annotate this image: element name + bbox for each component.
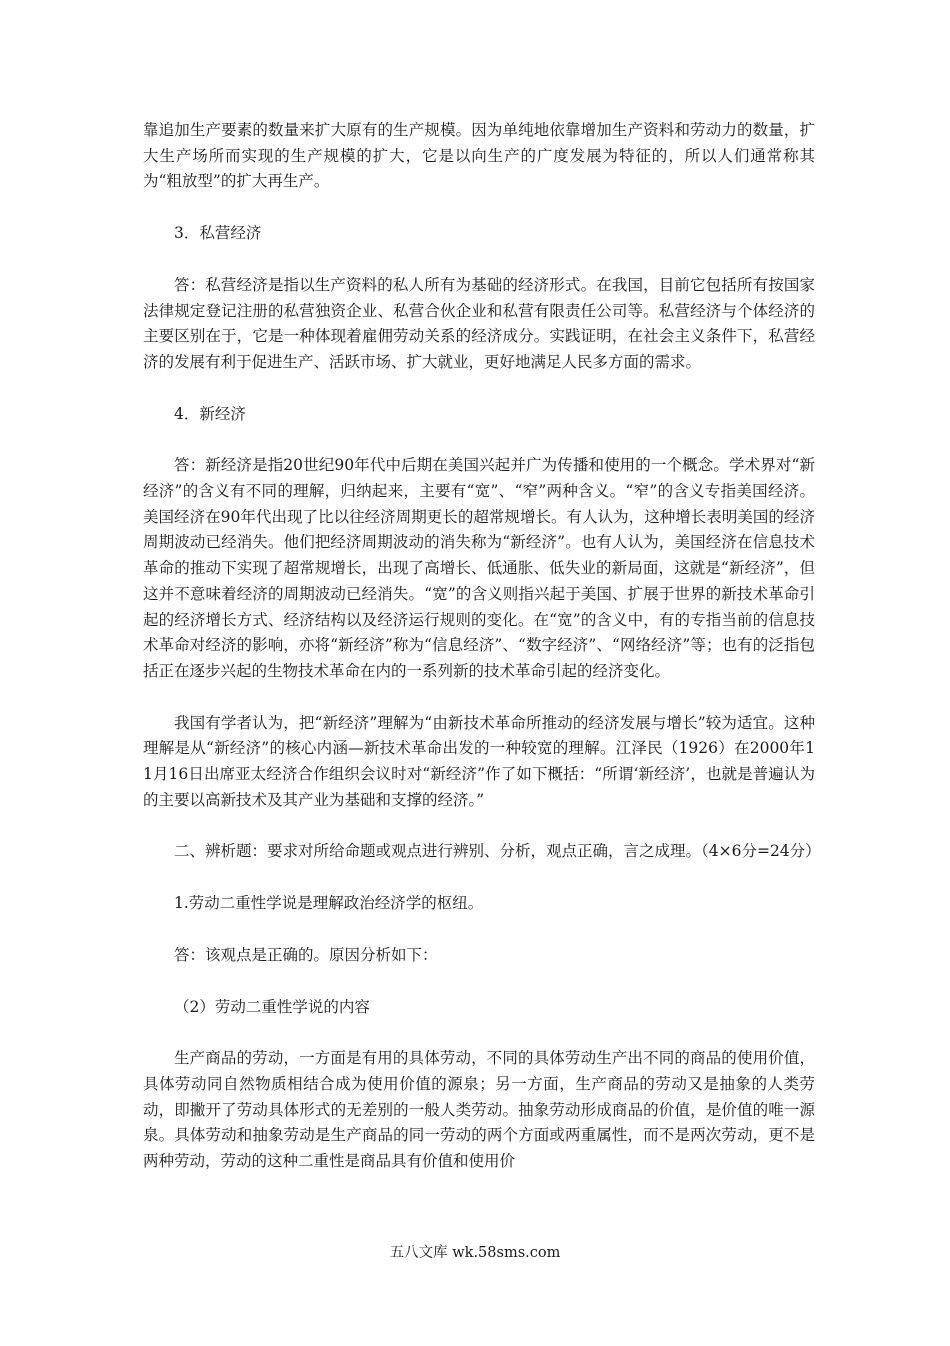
- paragraph-new-economy-answer: 答：新经济是指20世纪90年代中后期在美国兴起并广为传播和使用的一个概念。学术界对“新经济”的含义有不同的理解，归纳起来，主要有“宽”、“窄”两种含义。“窄”的含义专指美国经济。美国经济在90年代出现了比以往经济周期更长的超常规增长。有人认为，这种增长表明美国的经济周期波动已经消失。他们把经济周期波动的消失称为“新经济”。也有人认为，美国经济在信息技术革命的推动下实现了超常规增长，出现了高增长、低通胀、低失业的新局面，这就是“新经济”，但这并不意味着经济的周期波动已经消失。“宽”的含义则指兴起于美国、扩展于世界的新技术革命引起的经济增长方式、经济结构以及经济运行规则的变化。在“宽”的含义中，有的专指当前的信息技术革命对经济的影响，亦将“新经济”称为“信息经济”、“数字经济”、“网络经济”等；也有的泛指包括正在逐步兴起的生物技术革命在内的一系列新的技术革命引起的经济变化。: [143, 456, 815, 680]
- paragraph-private-economy-answer: 答：私营经济是指以生产资料的私人所有为基础的经济形式。在我国，目前它包括所有按国家法律规定登记注册的私营独资企业、私营合伙企业和私营有限责任公司等。私营经济与个体经济的主要区别在于，它是一种体现着雇佣劳动关系的经济成分。实践证明，在社会主义条件下，私营经济的发展有利于促进生产、活跃市场、扩大就业，更好地满足人民多方面的需求。: [143, 275, 815, 371]
- answer-intro: 答：该观点是正确的。原因分析如下：: [174, 945, 438, 964]
- page-footer: 五八文库 wk.58sms.com: [389, 1245, 561, 1261]
- heading-private-economy: 3．私营经济: [174, 224, 262, 243]
- question-labor-duality: 1.劳动二重性学说是理解政治经济学的枢纽。: [174, 894, 484, 913]
- paragraph-labor-duality-content: 生产商品的劳动，一方面是有用的具体劳动，不同的具体劳动生产出不同的商品的使用价值，具体劳动同自然物质相结合成为使用价值的源泉；另一方面，生产商品的劳动又是抽象的人类劳动，即撇开了劳动具体形式的无差别的一般人类劳动。抽象劳动形成商品的价值，是价值的唯一源泉。具体劳动和抽象劳动是生产商品的同一劳动的两个方面或两重属性，而不是两次劳动，更不是两种劳动，劳动的这种二重性是商品具有价值和使用价: [143, 1049, 815, 1171]
- subheading-labor-duality-content: （2）劳动二重性学说的内容: [174, 997, 370, 1016]
- paragraph-new-economy-scholars: 我国有学者认为，把“新经济”理解为“由新技术革命所推动的经济发展与增长”较为适宜。这种理解是从“新经济”的核心内涵—新技术革命出发的一种较宽的理解。江泽民（1926）在2000年11月16日出席亚太经济合作组织会议时对“新经济”作了如下概括：“所谓‘新经济’，也就是普遍认为的主要以高新技术及其产业为基础和支撑的经济。”: [143, 713, 815, 809]
- heading-new-economy: 4．新经济: [174, 404, 246, 423]
- document-body: [143, 118, 821, 1175]
- heading-section-two: 二、辨析题：要求对所给命题或观点进行辨别、分析，观点正确，言之成理。（4×6分=24分）: [174, 842, 821, 861]
- paragraph-extensive-reproduction: 靠追加生产要素的数量来扩大原有的生产规模。因为单纯地依靠增加生产资料和劳动力的数量，扩大生产场所而实现的生产规模的扩大，它是以向生产的广度发展为特征的，所以人们通常称其为“粗放型”的扩大再生产。: [143, 121, 815, 191]
